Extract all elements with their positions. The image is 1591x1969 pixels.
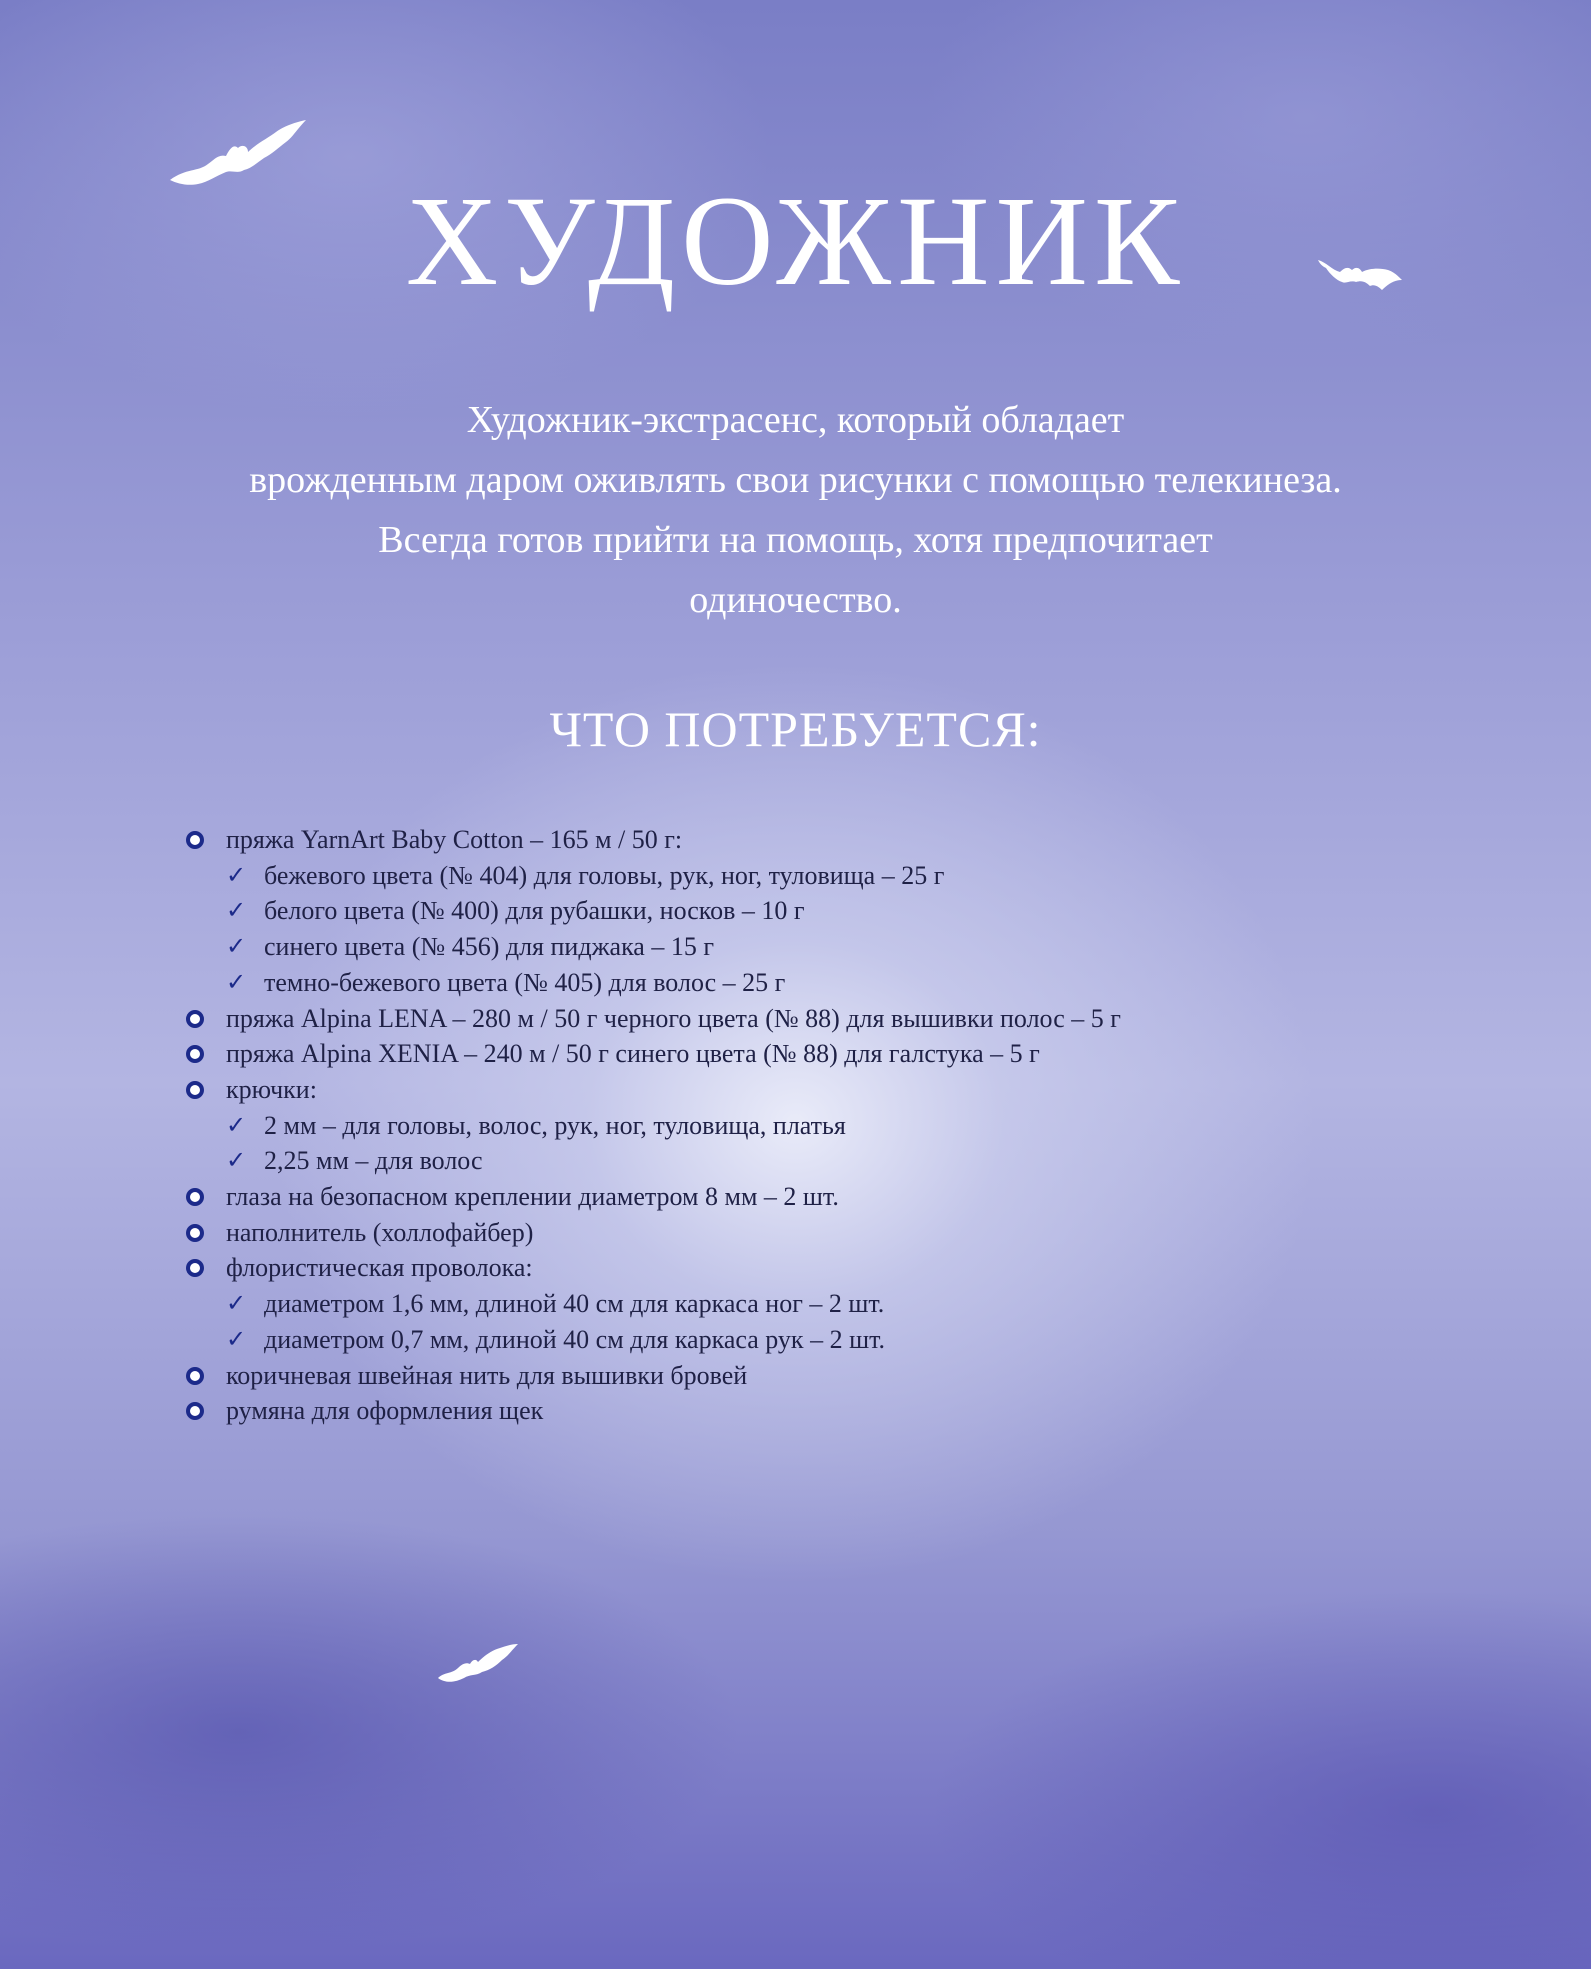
ring-bullet-icon <box>186 1081 204 1099</box>
list-item-text: пряжа Alpina LENA – 280 м / 50 г черного цвета (№ 88) для вышивки полос – 5 г <box>226 1003 1121 1033</box>
intro-line: Художник-экстрасенс, который обладает <box>466 399 1125 441</box>
bat-icon <box>436 1642 520 1686</box>
list-item-text: крючки: <box>226 1074 317 1104</box>
sub-list <box>226 1108 1482 1179</box>
list-item <box>182 1001 1482 1037</box>
list-item-text: наполнитель (холлофайбер) <box>226 1217 534 1247</box>
ring-bullet-icon <box>186 831 204 849</box>
ring-bullet-icon <box>186 1367 204 1385</box>
ring-bullet-icon <box>186 1224 204 1242</box>
list-item-text: румяна для оформления щек <box>226 1396 544 1426</box>
list-item <box>182 1393 1482 1429</box>
ring-bullet-icon <box>186 1188 204 1206</box>
list-item-text: глаза на безопасном креплении диаметром 8 мм – 2 шт. <box>226 1182 839 1212</box>
sub-list-item <box>226 1286 1482 1322</box>
sub-list <box>226 1286 1482 1357</box>
check-icon: ✓ <box>226 860 247 889</box>
page-title: ХУДОЖНИК <box>405 170 1186 312</box>
list-item-text: пряжа Alpina XENIA – 240 м / 50 г синего цвета (№ 88) для галстука – 5 г <box>226 1039 1040 1069</box>
sub-list-item <box>226 929 1482 965</box>
intro-description <box>150 390 1441 630</box>
list-item-text: коричневая швейная нить для вышивки бровей <box>226 1360 748 1390</box>
sub-list-item-text: 2 мм – для головы, волос, рук, ног, туловища, платья <box>264 1110 846 1140</box>
check-icon: ✓ <box>226 1289 247 1318</box>
check-icon: ✓ <box>226 932 247 961</box>
intro-line: одиночество. <box>689 579 902 621</box>
ring-bullet-icon <box>186 1045 204 1063</box>
list-item <box>182 822 1482 1001</box>
sub-list-item <box>226 965 1482 1001</box>
intro-line: Всегда готов прийти на помощь, хотя предпочитает <box>378 519 1213 561</box>
sub-list-item-text: 2,25 мм – для волос <box>264 1146 483 1176</box>
sub-list-item-text: бежевого цвета (№ 404) для головы, рук, ног, туловища – 25 г <box>264 860 945 890</box>
list-item-text: флористическая проволока: <box>226 1253 533 1283</box>
sub-list-item-text: темно-бежевого цвета (№ 405) для волос – 25 г <box>264 967 786 997</box>
sub-list-item <box>226 1108 1482 1144</box>
ring-bullet-icon <box>186 1402 204 1420</box>
list-item <box>182 1036 1482 1072</box>
check-icon: ✓ <box>226 1324 247 1353</box>
materials-list <box>182 822 1482 1429</box>
list-item <box>182 1358 1482 1394</box>
sub-list-item-text: диаметром 0,7 мм, длиной 40 см для каркаса рук – 2 шт. <box>264 1324 885 1354</box>
check-icon: ✓ <box>226 896 247 925</box>
sub-list <box>226 858 1482 1001</box>
materials-heading: ЧТО ПОТРЕБУЕТСЯ: <box>549 701 1042 757</box>
sub-list-item <box>226 1322 1482 1358</box>
list-item <box>182 1215 1482 1251</box>
check-icon: ✓ <box>226 1146 247 1175</box>
check-icon: ✓ <box>226 1110 247 1139</box>
sub-list-item-text: синего цвета (№ 456) для пиджака – 15 г <box>264 932 715 962</box>
ring-bullet-icon <box>186 1259 204 1277</box>
sub-list-item <box>226 858 1482 894</box>
sub-list-item <box>226 1143 1482 1179</box>
check-icon: ✓ <box>226 967 247 996</box>
list-item <box>182 1179 1482 1215</box>
list-item <box>182 1250 1482 1357</box>
sub-list-item-text: белого цвета (№ 400) для рубашки, носков – 10 г <box>264 896 805 926</box>
sub-list-item <box>226 893 1482 929</box>
list-item-text: пряжа YarnArt Baby Cotton – 165 м / 50 г: <box>226 825 683 854</box>
sub-list-item-text: диаметром 1,6 мм, длиной 40 см для каркаса ног – 2 шт. <box>264 1289 885 1319</box>
list-item <box>182 1072 1482 1179</box>
ring-bullet-icon <box>186 1010 204 1028</box>
intro-line: врожденным даром оживлять свои рисунки с помощью телекинеза. <box>249 459 1342 501</box>
